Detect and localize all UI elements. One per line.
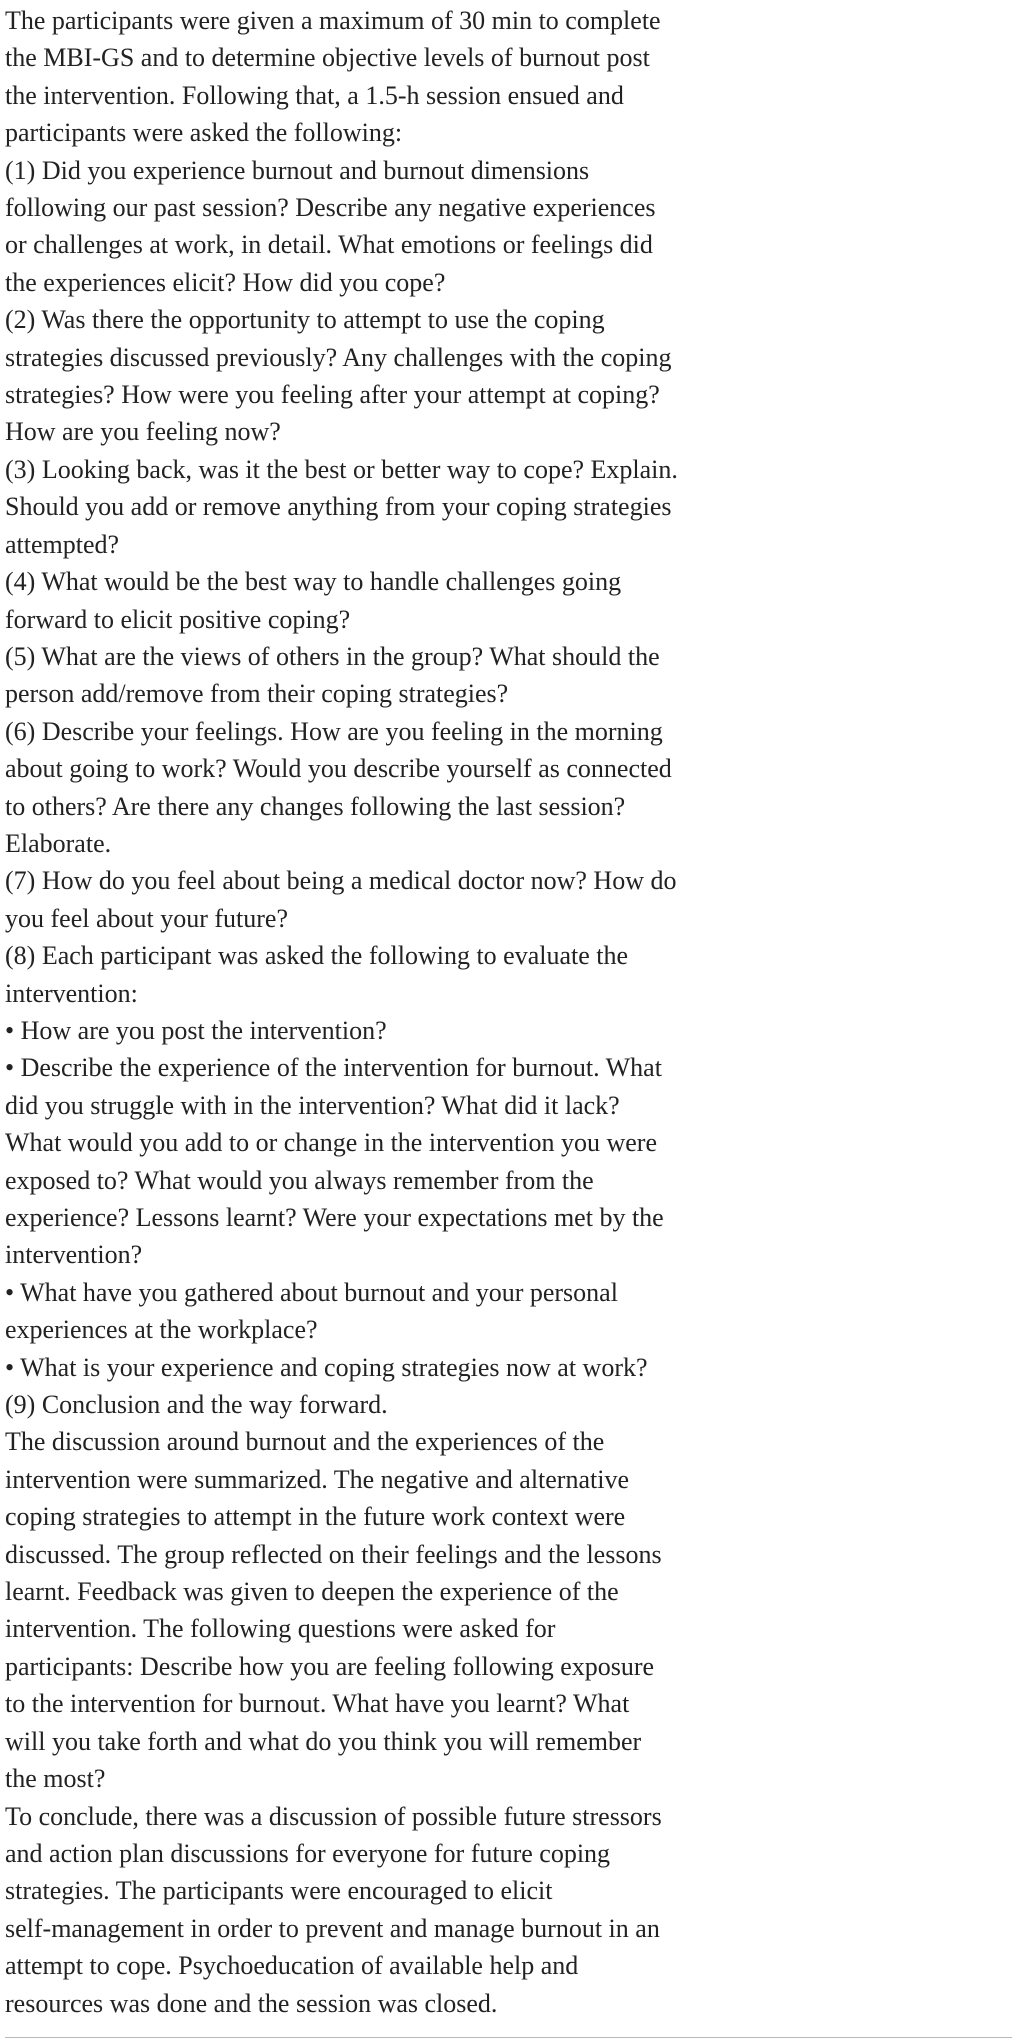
text-line: (2) Was there the opportunity to attempt to use the coping [5,305,605,335]
text-line: (9) Conclusion and the way forward. [5,1390,388,1420]
text-line: strategies. The participants were encouraged to elicit [5,1876,553,1906]
text-line: To conclude, there was a discussion of possible future stressors [5,1801,662,1831]
text-line: resources was done and the session was closed. [5,1988,498,2018]
text-line: • What have you gathered about burnout and your personal [5,1277,618,1307]
text-line: exposed to? What would you always remember from the [5,1165,594,1195]
text-line: experiences at the workplace? [5,1315,318,1345]
text-line: self-management in order to prevent and manage burnout in an [5,1913,660,1943]
text-line: (6) Describe your feelings. How are you feeling in the morning [5,716,663,746]
text-line: (1) Did you experience burnout and burnout dimensions [5,155,590,185]
text-line: (8) Each participant was asked the following to evaluate the [5,941,629,971]
text-line: to the intervention for burnout. What have you learnt? What [5,1689,630,1719]
bottom-divider [5,2037,1012,2038]
text-line: attempt to cope. Psychoeducation of available help and [5,1951,579,1981]
text-line: learnt. Feedback was given to deepen the experience of the [5,1577,619,1607]
text-line: the MBI-GS and to determine objective levels of burnout post [5,43,650,73]
text-line: coping strategies to attempt in the future work context were [5,1502,626,1532]
document-body [5,2,1005,2022]
text-line: experience? Lessons learnt? Were your expectations met by the [5,1203,664,1232]
text-line: intervention. The following questions were asked for [5,1614,556,1644]
text-line: The participants were given a maximum of 30 min to complete [5,6,661,35]
text-line: will you take forth and what do you think you will remember [5,1726,642,1756]
text-line: you feel about your future? [5,903,289,933]
text-line: attempted? [5,529,120,559]
text-line: intervention? [5,1240,143,1270]
text-line: strategies discussed previously? Any challenges with the coping [5,342,672,372]
text-line: forward to elicit positive coping? [5,604,351,634]
text-line: about going to work? Would you describe yourself as connected [5,754,672,784]
text-line: (4) What would be the best way to handle challenges going [5,567,622,597]
text-line: The discussion around burnout and the experiences of the [5,1427,605,1457]
text-line: discussed. The group reflected on their feelings and the lessons [5,1539,662,1569]
text-line: the experiences elicit? How did you cope? [5,267,446,297]
text-line: (5) What are the views of others in the group? What should the [5,641,660,671]
text-line: to others? Are there any changes following the last session? [5,791,626,821]
text-line: How are you feeling now? [5,417,281,447]
text-line: Elaborate. [5,828,112,858]
text-line: (7) How do you feel about being a medical doctor now? How do [5,866,677,896]
text-line: (3) Looking back, was it the best or better way to cope? Explain. [5,454,678,484]
text-line: the intervention. Following that, a 1.5-h session ensued and [5,80,624,110]
text-line: participants: Describe how you are feeling following exposure [5,1651,655,1681]
text-line: the most? [5,1764,106,1794]
text-line: participants were asked the following: [5,118,403,148]
text-line: person add/remove from their coping strategies? [5,679,509,709]
text-line: following our past session? Describe any negative experiences [5,193,656,223]
text-line: • How are you post the intervention? [5,1015,387,1045]
text-line: or challenges at work, in detail. What emotions or feelings did [5,230,653,260]
text-line: strategies? How were you feeling after your attempt at coping? [5,380,660,410]
text-line: Should you add or remove anything from your coping strategies [5,492,672,522]
text-line: intervention: [5,978,138,1008]
text-line: did you struggle with in the intervention? What did it lack? [5,1090,620,1120]
text-line: • What is your experience and coping strategies now at work? [5,1352,648,1382]
text-line: What would you add to or change in the intervention you were [5,1128,657,1158]
text-line: intervention were summarized. The negative and alternative [5,1464,629,1494]
text-line: and action plan discussions for everyone for future coping [5,1838,611,1868]
text-line: • Describe the experience of the intervention for burnout. What [5,1053,662,1083]
